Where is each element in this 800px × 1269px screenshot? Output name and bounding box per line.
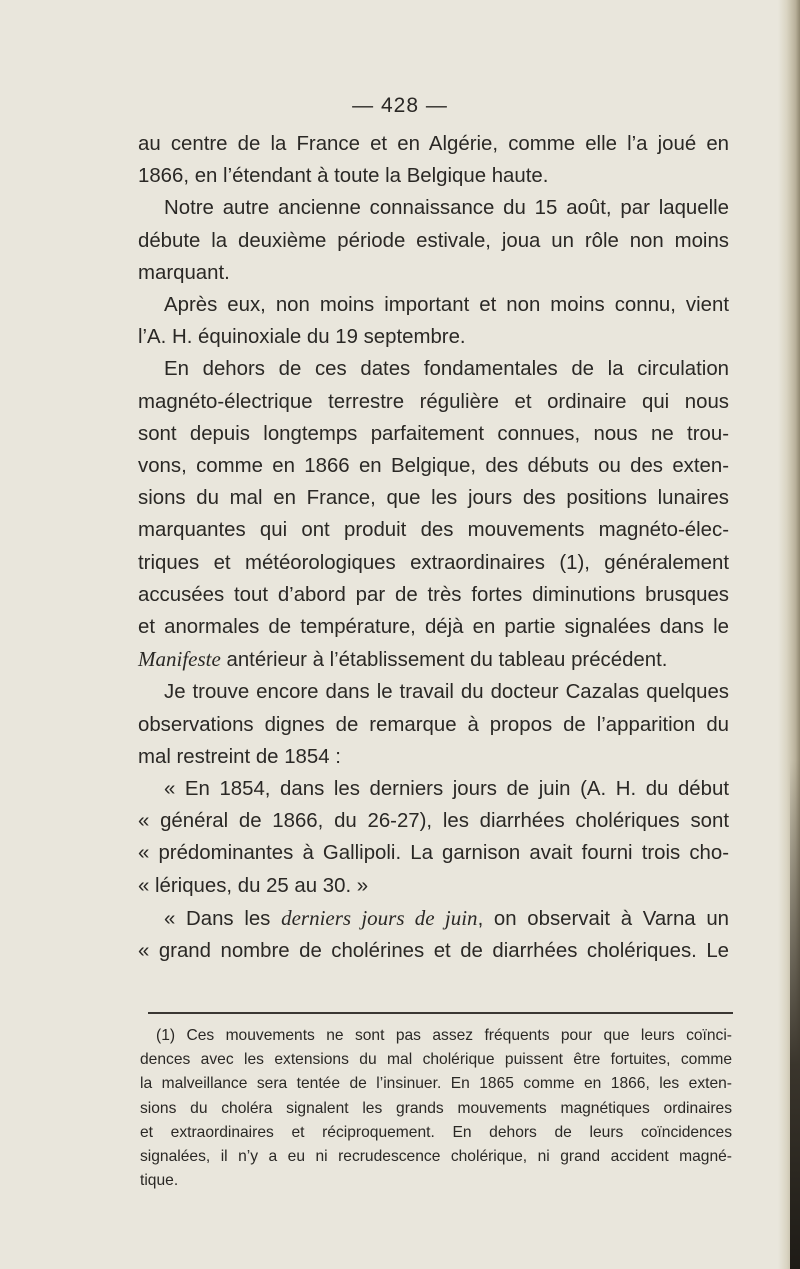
quote-line: « grand nombre de cholérines et de diarrhées cholériques. Le [138,940,729,963]
quote-line: « En 1854, dans les derniers jours de juin (A. H. du début [164,778,729,801]
text-line: Je trouve encore dans le travail du docteur Cazalas quelques [164,681,729,704]
italic-phrase: derniers jours de juin [281,905,478,930]
footnote-rule [148,1012,733,1014]
footnote-line: dences avec les extensions du mal cholérique puissent être fortuites, comme [140,1051,732,1069]
page-number: — 428 — [352,94,448,117]
page-edge-dark [790,760,800,1269]
text-line: sont depuis longtemps parfaitement connues, nous ne trou- [138,422,729,445]
text-line: mal restreint de 1854 : [138,745,341,768]
text-fragment: , on observait à Varna un [477,907,729,930]
text-line: magnéto-électrique terrestre régulière et ordinaire qui nous [138,390,729,413]
footnote-line: la malveillance sera tentée de l’insinuer. En 1865 comme en 1866, les exten- [140,1075,732,1093]
quote-line: « prédominantes à Gallipoli. La garnison avait fourni trois cho- [138,842,729,865]
footnote-line: et extraordinaires et réciproquement. En dehors de leurs coïncidences [140,1123,732,1141]
text-line: triques et météorologiques extraordinaires (1), généralement [138,551,729,574]
quote-line: « lériques, du 25 au 30. » [138,874,369,897]
text-line: marquant. [138,261,230,284]
footnote-line: (1) Ces mouvements ne sont pas assez fréquents pour que leurs coïnci- [156,1027,732,1044]
text-line: et anormales de température, déjà en partie signalées dans le [138,616,729,639]
footnote-line: tique. [140,1172,179,1190]
quote-line [138,902,729,935]
text-line: accusées tout d’abord par de très fortes diminutions brusques [138,583,729,606]
main-text [138,128,729,967]
footnote [140,1024,732,1193]
quote-line: « général de 1866, du 26-27), les diarrhées cholériques sont [138,810,729,833]
text-line [138,643,729,676]
text-line: Notre autre ancienne connaissance du 15 août, par laquelle [164,197,729,220]
text-line: Après eux, non moins important et non moins connu, vient [164,294,729,317]
text-line: vons, comme en 1866 en Belgique, des débuts ou des exten- [138,455,729,478]
text-line: sions du mal en France, que les jours des positions lunaires [138,487,729,510]
text-line: débute la deuxième période estivale, joua un rôle non moins [138,229,729,252]
text-line: En dehors de ces dates fondamentales de la circulation [164,358,729,381]
text-line: 1866, en l’étendant à toute la Belgique haute. [138,165,549,188]
footnote-line: signalées, il n’y a eu ni recrudescence cholérique, ni grand accident magné- [140,1148,732,1166]
italic-title: Manifeste [138,647,221,672]
text-line: marquantes qui ont produit des mouvements magnéto-élec- [138,519,729,542]
text-line: observations dignes de remarque à propos de l’apparition du [138,713,729,736]
text-fragment: « Dans les [164,907,282,930]
text-fragment: antérieur à l’établissement du tableau précédent. [220,649,668,672]
text-line: l’A. H. équinoxiale du 19 septembre. [138,326,466,349]
footnote-line: sions du choléra signalent les grands mouvements magnétiques ordinaires [140,1099,732,1117]
text-line: au centre de la France et en Algérie, comme elle l’a joué en [138,133,729,155]
